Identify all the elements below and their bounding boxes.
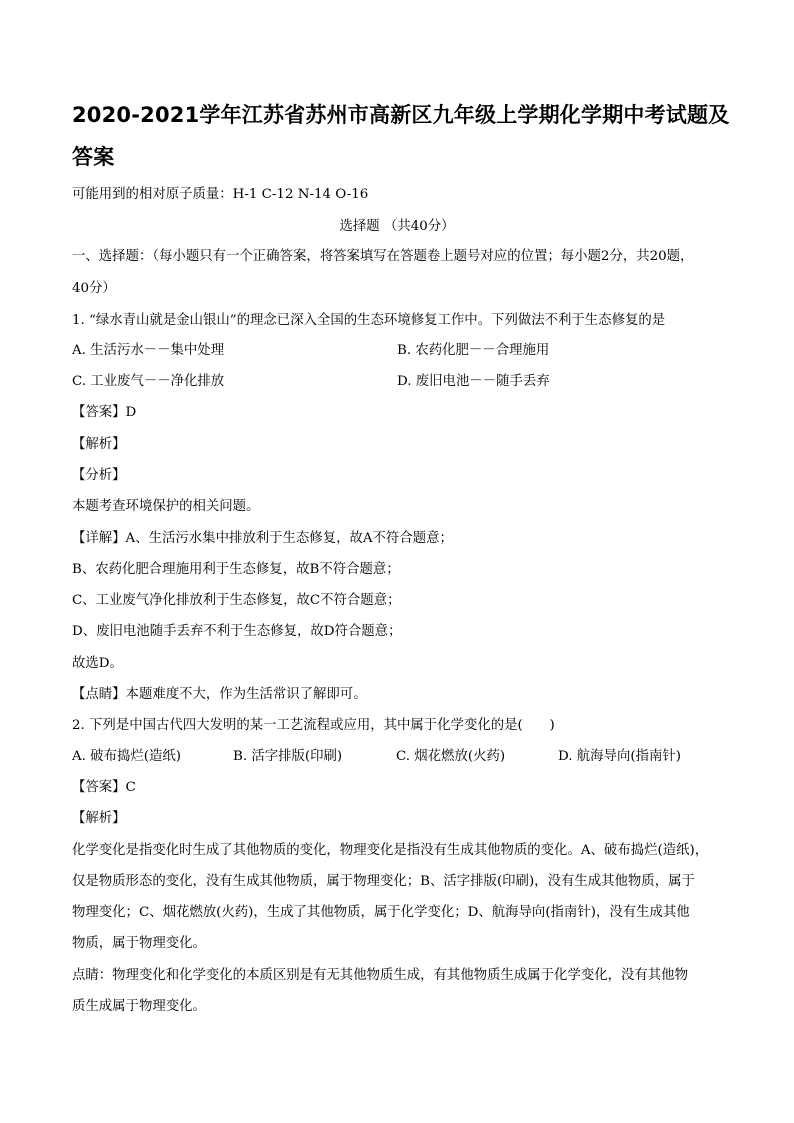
q1-detail-b: B、农药化肥合理施用利于生态修复，故B不符合题意； [72,562,400,577]
q1-detail-a: 【详解】A、生活污水集中排放利于生态修复，故A不符合题意； [72,531,453,546]
q2-note-line-1: 点睛：物理变化和化学变化的本质区别是有无其他物质生成，有其他物质生成属于化学变化，没有其他物 [72,968,688,983]
q1-detail-c: C、工业废气净化排放利于生态修复，故C不符合题意； [72,593,401,608]
atomic-masses-note: 可能用到的相对原子质量：H-1 C-12 N-14 O-16 [72,187,369,202]
q1-fenxi-text: 本题考查环境保护的相关问题。 [72,499,260,514]
q1-answer: 【答案】D [72,405,137,420]
q1-option-c: C. 工业废气－－净化排放 [72,374,225,389]
q1-option-d: D. 废旧电池－－随手丢弃 [397,374,550,389]
q1-option-a: A. 生活污水－－集中处理 [72,343,225,358]
q2-option-d: D. 航海导向(指南针) [558,749,681,764]
q1-comment: 【点睛】本题难度不大，作为生活常识了解即可。 [72,687,367,702]
instructions-line-1: 一、选择题：（每小题只有一个正确答案，将答案填写在答题卷上题号对应的位置；每小题2分，共20题， [72,249,694,264]
q1-detail-d: D、废旧电池随手丢弃不利于生态修复，故D符合题意； [72,624,402,639]
q2-note-line-2: 质生成属于物理变化。 [72,999,206,1014]
instructions-line-2: 40分） [72,281,116,296]
q2-option-b: B. 活字排版(印刷) [233,749,343,764]
q1-conclusion: 故选D。 [72,656,123,671]
q1-analysis-tag: 【解析】 [72,437,126,452]
q2-option-c: C. 烟花燃放(火药) [396,749,506,764]
q2-analysis-line-4: 物质，属于物理变化。 [72,936,206,951]
q2-stem: 2. 下列是中国古代四大发明的某一工艺流程或应用，其中属于化学变化的是( ) [72,718,555,733]
document-title-line-1: 2020-2021学年江苏省苏州市高新区九年级上学期化学期中考试题及 [72,103,730,127]
document-title-line-2: 答案 [72,145,115,169]
q2-analysis-tag: 【解析】 [72,811,126,826]
q2-analysis-line-1: 化学变化是指变化时生成了其他物质的变化，物理变化是指没有生成其他物质的变化。A、破布捣烂(造纸)， [72,843,709,858]
q1-fenxi-tag: 【分析】 [72,468,126,483]
q2-answer: 【答案】C [72,780,136,795]
section-heading: 选择题 （共40分） [339,219,455,234]
q2-analysis-line-2: 仅是物质形态的变化，没有生成其他物质，属于物理变化；B、活字排版(印刷)，没有生成其他物质，属于 [72,874,695,889]
q2-analysis-line-3: 物理变化；C、烟花燃放(火药)，生成了其他物质，属于化学变化；D、航海导向(指南针)，没有生成其他 [72,905,690,920]
q1-stem: 1. “绿水青山就是金山银山”的理念已深入全国的生态环境修复工作中。下列做法不利于生态修复的是 [72,313,666,328]
q1-option-b: B. 农药化肥－－合理施用 [397,343,550,358]
q2-option-a: A. 破布捣烂(造纸) [72,749,181,764]
